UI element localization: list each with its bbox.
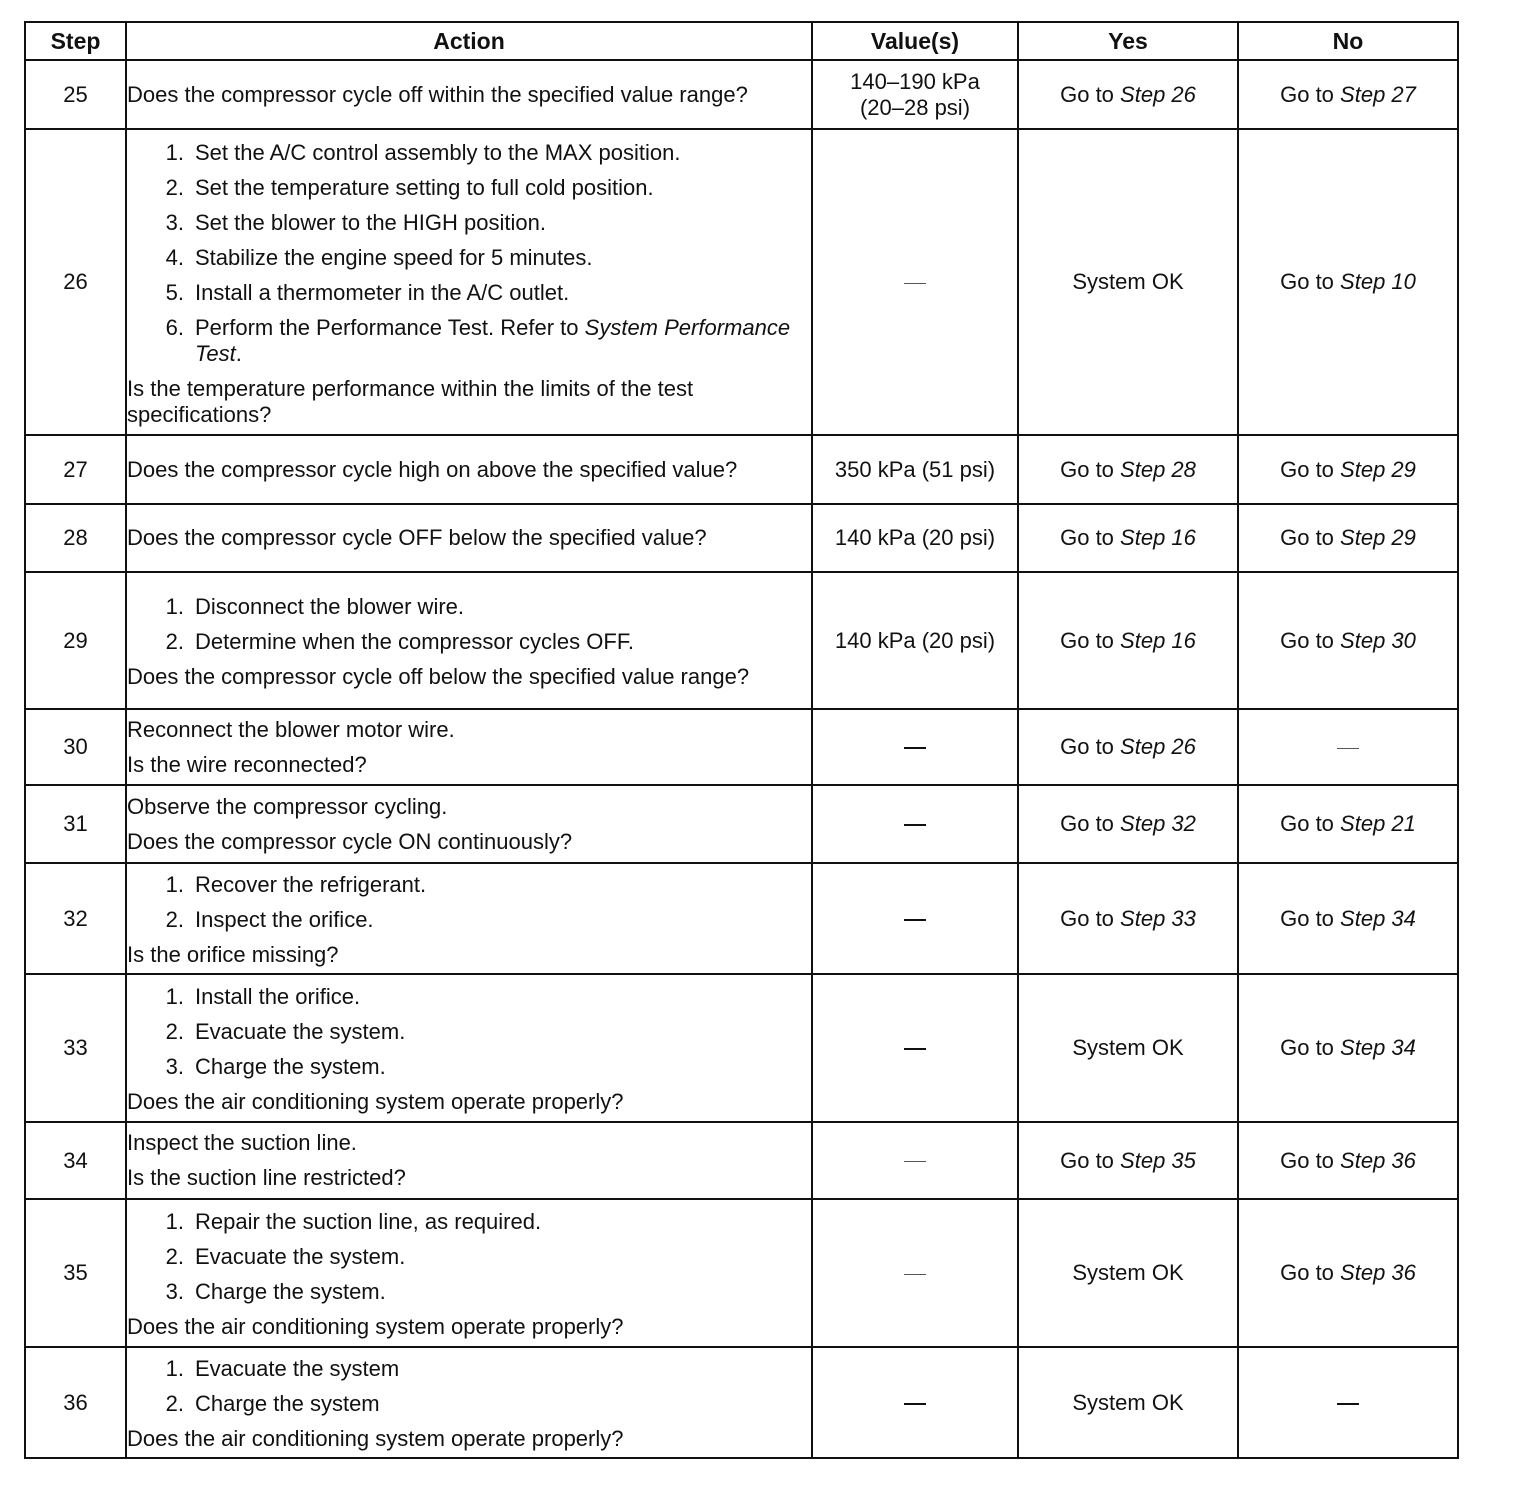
list-item: 3. Set the blower to the HIGH position. — [165, 209, 546, 235]
step-reference: Step 36 — [1340, 1147, 1416, 1173]
value-cell — [812, 863, 1018, 974]
action-cell — [126, 1122, 812, 1199]
no-cell — [1238, 572, 1458, 709]
reference-link: System Performance Test — [195, 314, 791, 366]
goto-prefix: Go to — [1280, 525, 1334, 550]
table-row-step-33 — [25, 974, 1458, 1122]
no-cell — [1238, 709, 1458, 785]
no-cell — [1238, 974, 1458, 1122]
step-number: 26 — [25, 129, 126, 435]
step-reference: Step 29 — [1340, 456, 1416, 482]
action-cell — [126, 435, 812, 504]
action-cell — [126, 60, 812, 129]
yes-cell — [1018, 435, 1238, 504]
step-number: 29 — [25, 572, 126, 709]
list-item: 2. Evacuate the system. — [165, 1244, 406, 1269]
step-reference: Step 16 — [1120, 627, 1196, 653]
header-yes: Yes — [1018, 22, 1238, 60]
dash — [1337, 748, 1359, 749]
header-row — [25, 22, 1458, 60]
dash — [904, 1161, 926, 1162]
step-reference: Step 26 — [1120, 81, 1196, 107]
step-reference: Step 35 — [1120, 1147, 1196, 1173]
goto-prefix: Go to — [1060, 525, 1114, 550]
goto-prefix: Go to — [1280, 627, 1334, 653]
action-cell — [126, 572, 812, 709]
question-text: Does the compressor cycle off within the specified value range? — [127, 81, 748, 107]
table-row-step-27 — [25, 435, 1458, 504]
value-cell — [812, 1347, 1018, 1458]
yes-cell — [1018, 1122, 1238, 1199]
step-reference: Step 30 — [1340, 627, 1416, 653]
table-row-step-36 — [25, 1347, 1458, 1458]
step-reference: Step 26 — [1120, 734, 1196, 759]
value-cell — [812, 709, 1018, 785]
list-item: 4. Stabilize the engine speed for 5 minutes. — [165, 244, 593, 270]
step-reference: Step 32 — [1120, 811, 1196, 836]
list-item: 2. Evacuate the system. — [165, 1019, 406, 1044]
step-reference: Step 34 — [1340, 905, 1416, 931]
table-row-step-30 — [25, 709, 1458, 785]
goto-prefix: Go to — [1060, 81, 1114, 107]
value-cell — [812, 1122, 1018, 1199]
no-cell — [1238, 1347, 1458, 1458]
action-cell — [126, 1347, 812, 1458]
step-number: 28 — [25, 504, 126, 572]
table-row-step-25 — [25, 60, 1458, 129]
list-item: 1. Repair the suction line, as required. — [165, 1209, 542, 1234]
diagnostic-table — [24, 21, 1459, 1459]
dash — [904, 747, 926, 749]
value-line: 140–190 kPa — [850, 68, 980, 94]
list-item: 1. Disconnect the blower wire. — [165, 594, 465, 619]
yes-cell — [1018, 863, 1238, 974]
dash — [904, 283, 926, 284]
yes-cell — [1018, 572, 1238, 709]
question-text: Does the compressor cycle OFF below the specified value? — [127, 525, 707, 550]
no-cell — [1238, 435, 1458, 504]
question-text: Does the compressor cycle high on above the specified value? — [127, 456, 738, 482]
yes-cell: System OK — [1018, 974, 1238, 1122]
step-number: 30 — [25, 709, 126, 785]
list-item: 3. Charge the system. — [165, 1279, 386, 1304]
statement-text: Reconnect the blower motor wire. — [127, 716, 455, 742]
value-cell — [812, 785, 1018, 863]
list-item: 1. Recover the refrigerant. — [165, 872, 427, 897]
yes-cell — [1018, 709, 1238, 785]
step-number: 36 — [25, 1347, 126, 1458]
value-cell: 350 kPa (51 psi) — [812, 435, 1018, 504]
question-text: Does the air conditioning system operate properly? — [127, 1314, 624, 1339]
step-reference: Step 29 — [1340, 525, 1416, 550]
goto-prefix: Go to — [1060, 456, 1114, 482]
goto-prefix: Go to — [1280, 456, 1334, 482]
goto-prefix: Go to — [1280, 811, 1334, 836]
question-text: Does the compressor cycle ON continuously? — [127, 828, 573, 854]
goto-prefix: Go to — [1280, 81, 1334, 107]
action-cell — [126, 709, 812, 785]
yes-cell — [1018, 504, 1238, 572]
list-item: 1. Evacuate the system — [165, 1356, 400, 1381]
action-cell — [126, 974, 812, 1122]
question-text: Is the temperature performance within the limits of the test specifications? — [127, 375, 694, 427]
value-cell — [812, 129, 1018, 435]
list-item: 6. Perform the Performance Test. Refer to System Performance Test. — [165, 314, 791, 366]
yes-cell: System OK — [1018, 129, 1238, 435]
list-item: 5. Install a thermometer in the A/C outlet. — [165, 279, 570, 305]
yes-cell — [1018, 785, 1238, 863]
no-cell — [1238, 1122, 1458, 1199]
action-cell — [126, 785, 812, 863]
step-reference: Step 28 — [1120, 456, 1196, 482]
list-item: 2. Charge the system — [165, 1391, 380, 1416]
question-text: Is the orifice missing? — [127, 942, 339, 967]
question-text: Is the suction line restricted? — [127, 1165, 406, 1190]
question-text: Is the wire reconnected? — [127, 751, 367, 777]
list-item: 2. Inspect the orifice. — [165, 907, 374, 932]
dash — [904, 1403, 926, 1405]
step-number: 33 — [25, 974, 126, 1122]
value-line: (20–28 psi) — [859, 94, 971, 120]
table-row-step-26 — [25, 129, 1458, 435]
statement-text: Observe the compressor cycling. — [127, 793, 448, 819]
statement-text: Inspect the suction line. — [127, 1130, 357, 1155]
table-row-step-31 — [25, 785, 1458, 863]
no-cell — [1238, 504, 1458, 572]
table-row-step-29 — [25, 572, 1458, 709]
goto-prefix: Go to — [1280, 1260, 1334, 1285]
dash — [1337, 1403, 1359, 1405]
list-item: 2. Determine when the compressor cycles OFF. — [165, 629, 634, 654]
step-reference: Step 10 — [1340, 269, 1416, 294]
step-reference: Step 27 — [1340, 81, 1416, 107]
step-reference: Step 36 — [1340, 1260, 1416, 1285]
list-item: 1. Set the A/C control assembly to the MAX position. — [165, 139, 681, 165]
no-cell — [1238, 863, 1458, 974]
question-text: Does the air conditioning system operate properly? — [127, 1089, 624, 1114]
goto-prefix: Go to — [1060, 627, 1114, 653]
step-reference: Step 34 — [1340, 1035, 1416, 1060]
dash — [904, 1048, 926, 1050]
question-text: Does the air conditioning system operate properly? — [127, 1426, 624, 1451]
step-number: 34 — [25, 1122, 126, 1199]
goto-prefix: Go to — [1280, 1035, 1334, 1060]
value-cell — [812, 1199, 1018, 1347]
list-item: 2. Set the temperature setting to full cold position. — [165, 174, 654, 200]
dash — [904, 824, 926, 826]
goto-prefix: Go to — [1280, 269, 1334, 294]
step-number: 27 — [25, 435, 126, 504]
header-values: Value(s) — [812, 22, 1018, 60]
step-number: 31 — [25, 785, 126, 863]
step-reference: Step 21 — [1340, 811, 1416, 836]
no-cell — [1238, 60, 1458, 129]
dash — [904, 1274, 926, 1275]
goto-prefix: Go to — [1280, 1147, 1334, 1173]
action-cell — [126, 129, 812, 435]
no-cell — [1238, 785, 1458, 863]
step-reference: Step 33 — [1120, 905, 1196, 931]
no-cell — [1238, 129, 1458, 435]
goto-prefix: Go to — [1280, 905, 1334, 931]
list-item: 1. Install the orifice. — [165, 984, 361, 1009]
list-item: 3. Charge the system. — [165, 1054, 386, 1079]
yes-cell: System OK — [1018, 1199, 1238, 1347]
step-reference: Step 16 — [1120, 525, 1196, 550]
goto-prefix: Go to — [1060, 811, 1114, 836]
yes-cell — [1018, 60, 1238, 129]
step-number: 32 — [25, 863, 126, 974]
table-row-step-34 — [25, 1122, 1458, 1199]
table-row-step-28 — [25, 504, 1458, 572]
value-cell: 140 kPa (20 psi) — [812, 504, 1018, 572]
step-number: 25 — [25, 60, 126, 129]
goto-prefix: Go to — [1060, 734, 1114, 759]
yes-cell: System OK — [1018, 1347, 1238, 1458]
action-cell — [126, 504, 812, 572]
value-cell: 140 kPa (20 psi) — [812, 572, 1018, 709]
question-text: Does the compressor cycle off below the specified value range? — [127, 664, 750, 689]
action-cell — [126, 863, 812, 974]
value-cell — [812, 974, 1018, 1122]
goto-prefix: Go to — [1060, 905, 1114, 931]
step-number: 35 — [25, 1199, 126, 1347]
action-cell — [126, 1199, 812, 1347]
value-cell — [812, 60, 1018, 129]
goto-prefix: Go to — [1060, 1147, 1114, 1173]
table-row-step-35 — [25, 1199, 1458, 1347]
header-step: Step — [25, 22, 126, 60]
header-action: Action — [126, 22, 812, 60]
no-cell — [1238, 1199, 1458, 1347]
header-no: No — [1238, 22, 1458, 60]
table-row-step-32 — [25, 863, 1458, 974]
dash — [904, 919, 926, 921]
